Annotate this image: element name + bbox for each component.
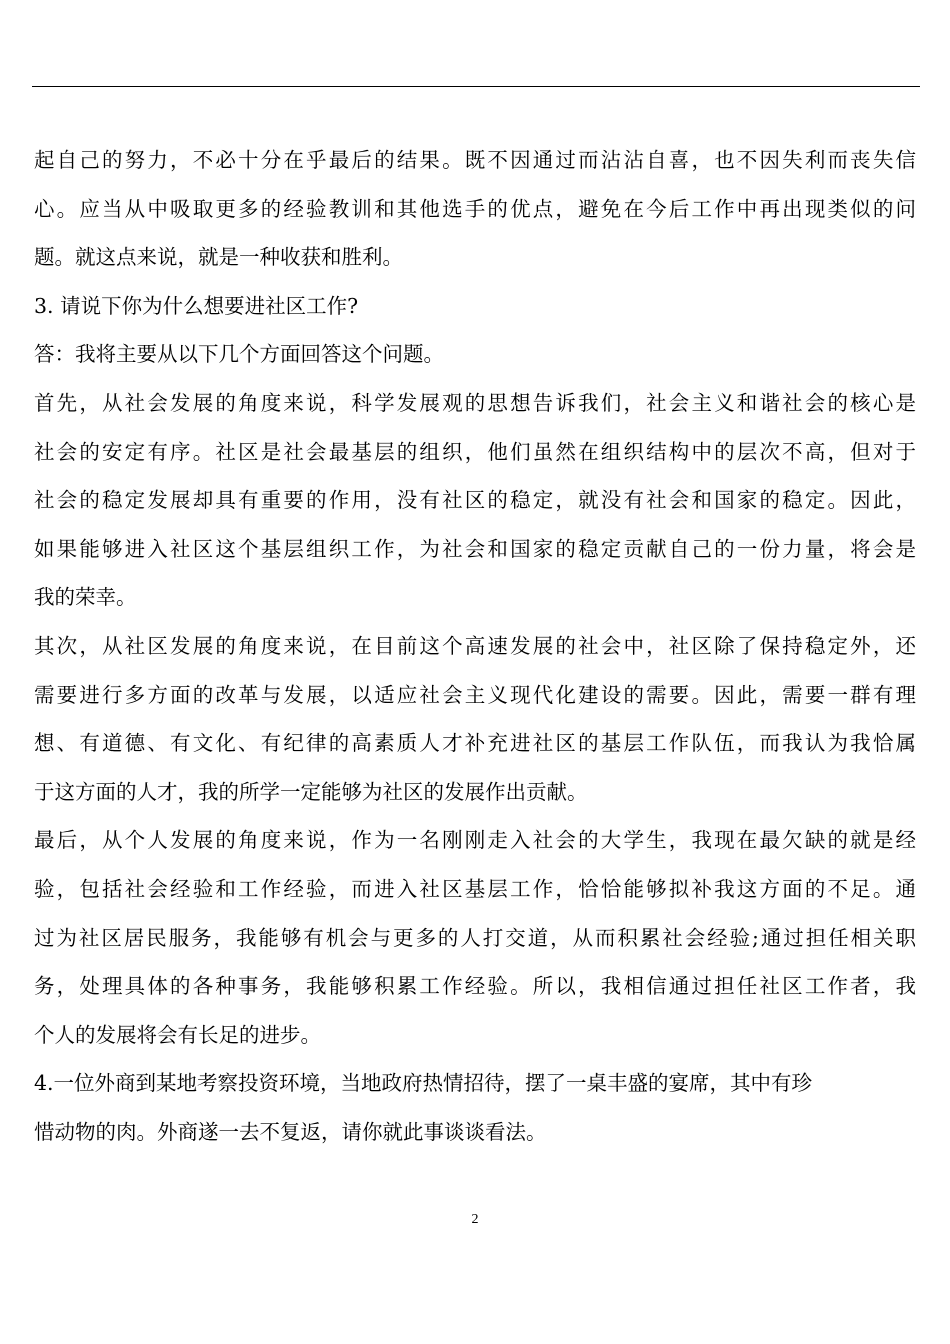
text-line: 心。应当从中吸取更多的经验教训和其他选手的优点，避免在今后工作中再出现类似的问 bbox=[34, 196, 916, 221]
text-line: 社会的安定有序。社区是社会最基层的组织，他们虽然在组织结构中的层次不高，但对于 bbox=[34, 439, 916, 464]
text-line: 社会的稳定发展却具有重要的作用，没有社区的稳定，就没有社会和国家的稳定。因此， bbox=[34, 488, 916, 513]
question-heading: 4.一位外商到某地考察投资环境，当地政府热情招待，摆了一桌丰盛的宴席，其中有珍 bbox=[34, 1071, 813, 1096]
text-line: 验，包括社会经验和工作经验，而进入社区基层工作，恰恰能够拟补我这方面的不足。通 bbox=[34, 876, 916, 901]
text-line: 起自己的努力，不必十分在乎最后的结果。既不因通过而沾沾自喜，也不因失利而丧失信 bbox=[34, 148, 916, 172]
text-line: 如果能够进入社区这个基层组织工作，为社会和国家的稳定贡献自己的一份力量，将会是 bbox=[34, 536, 916, 561]
text-line: 其次，从社区发展的角度来说，在目前这个高速发展的社会中，社区除了保持稳定外，还 bbox=[34, 633, 916, 658]
question-heading: 3. 请说下你为什么想要进社区工作? bbox=[34, 293, 359, 318]
text-line: 惜动物的肉。外商遂一去不复返，请你就此事谈谈看法。 bbox=[34, 1119, 547, 1144]
text-line: 务，处理具体的各种事务，我能够积累工作经验。所以，我相信通过担任社区工作者，我 bbox=[34, 974, 916, 999]
text-line: 我的荣幸。 bbox=[34, 585, 137, 610]
text-line: 个人的发展将会有长足的进步。 bbox=[34, 1022, 321, 1047]
text-line: 最后，从个人发展的角度来说，作为一名刚刚走入社会的大学生，我现在最欠缺的就是经 bbox=[34, 828, 916, 853]
text-line: 需要进行多方面的改革与发展，以适应社会主义现代化建设的需要。因此，需要一群有理 bbox=[34, 682, 916, 707]
answer-intro: 答：我将主要从以下几个方面回答这个问题。 bbox=[34, 342, 444, 367]
text-line: 于这方面的人才，我的所学一定能够为社区的发展作出贡献。 bbox=[34, 779, 588, 804]
document-body bbox=[34, 136, 916, 1156]
page-number: 2 bbox=[471, 1212, 479, 1227]
text-line: 过为社区居民服务，我能够有机会与更多的人打交道，从而积累社会经验;通过担任相关职 bbox=[34, 925, 916, 950]
header-rule bbox=[32, 86, 920, 87]
text-line: 首先，从社会发展的角度来说，科学发展观的思想告诉我们，社会主义和谐社会的核心是 bbox=[34, 390, 916, 415]
text-line: 题。就这点来说，就是一种收获和胜利。 bbox=[34, 245, 403, 270]
text-line: 想、有道德、有文化、有纪律的高素质人才补充进社区的基层工作队伍，而我认为我恰属 bbox=[34, 731, 916, 756]
